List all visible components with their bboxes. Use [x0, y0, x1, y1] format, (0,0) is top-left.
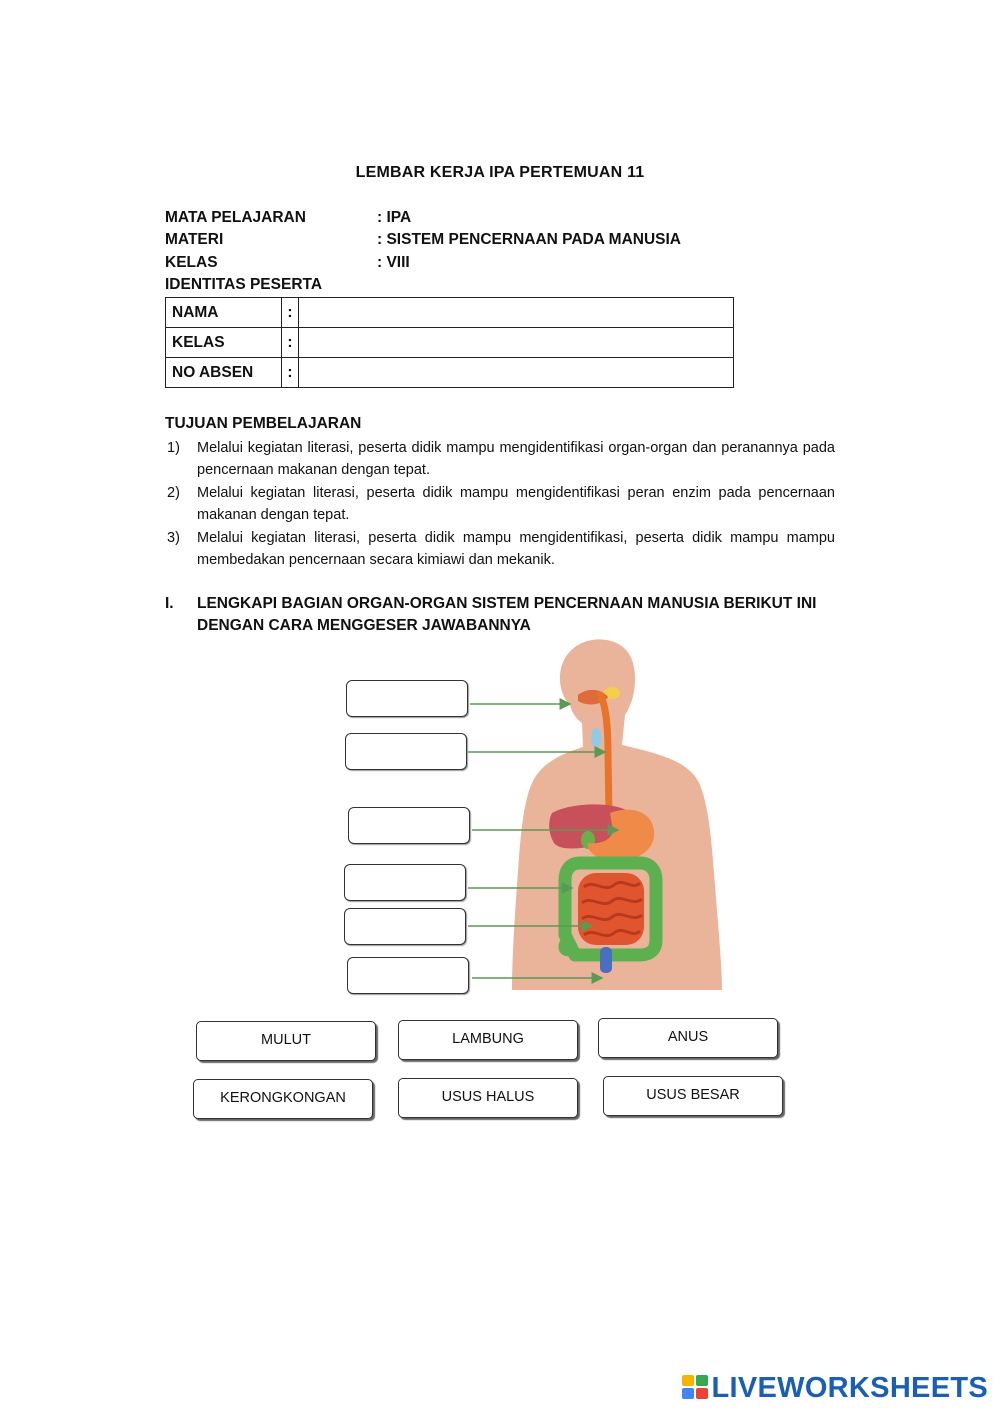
meta-value: : VIII: [377, 254, 410, 271]
identity-row-class: [166, 328, 734, 358]
objective-number: 3): [167, 530, 180, 546]
drop-target-2[interactable]: [345, 733, 467, 770]
absen-field[interactable]: [299, 358, 734, 388]
drop-target-6[interactable]: [347, 957, 469, 994]
name-field[interactable]: [299, 298, 734, 328]
drop-target-1[interactable]: [346, 680, 468, 717]
objective-item: [165, 482, 835, 526]
identity-row-name: [166, 298, 734, 328]
identity-title: IDENTITAS PESERTA: [165, 276, 323, 293]
class-field[interactable]: [299, 328, 734, 358]
drop-target-4[interactable]: [344, 864, 466, 901]
identity-separator: :: [282, 358, 299, 388]
meta-label: MATERI: [165, 231, 224, 248]
section-title-line: DENGAN CARA MENGGESER JAWABANNYA: [197, 617, 531, 634]
meta-value: : IPA: [377, 209, 412, 226]
identity-label: KELAS: [166, 328, 282, 358]
liveworksheets-logo-icon: [681, 1374, 709, 1400]
brand-name: LIVEWORKSHEETS: [711, 1372, 988, 1404]
answer-chip-usus-besar[interactable]: USUS BESAR: [603, 1076, 783, 1116]
objectives-list: [165, 437, 835, 571]
identity-separator: :: [282, 328, 299, 358]
drop-target-3[interactable]: [348, 807, 470, 844]
section-number: I.: [165, 595, 174, 612]
answer-chip-anus[interactable]: ANUS: [598, 1018, 778, 1058]
objective-text: Melalui kegiatan literasi, peserta didik mampu mengidentifikasi peran enzim pada pencernaan makanan dengan tepat.: [197, 485, 835, 523]
meta-value: : SISTEM PENCERNAAN PADA MANUSIA: [377, 231, 681, 248]
section-title: [165, 593, 835, 639]
objective-text: Melalui kegiatan literasi, peserta didik mampu mengidentifikasi organ-organ dan peranannya pada pencernaan makanan dengan tepat.: [197, 440, 835, 478]
identity-separator: :: [282, 298, 299, 328]
identity-label: NO ABSEN: [166, 358, 282, 388]
meta-label: MATA PELAJARAN: [165, 209, 306, 226]
objective-text: Melalui kegiatan literasi, peserta didik mampu mengidentifikasi, peserta didik mampu mampu membedakan pencernaan secara kimiawi dan mekanik.: [197, 530, 835, 568]
answer-chip-lambung[interactable]: LAMBUNG: [398, 1020, 578, 1060]
liveworksheets-logo[interactable]: [681, 1372, 989, 1405]
objective-item: [165, 437, 835, 481]
identity-label: NAMA: [166, 298, 282, 328]
answer-chip-usus-halus[interactable]: USUS HALUS: [398, 1078, 578, 1118]
worksheet-title: LEMBAR KERJA IPA PERTEMUAN 11: [355, 164, 645, 181]
section-title-line: LENGKAPI BAGIAN ORGAN-ORGAN SISTEM PENCERNAAN MANUSIA BERIKUT INI: [197, 595, 817, 612]
answer-chip-mulut[interactable]: MULUT: [196, 1021, 376, 1061]
drop-target-5[interactable]: [344, 908, 466, 945]
meta-label: KELAS: [165, 254, 218, 271]
identity-table: [165, 297, 734, 388]
objectives-title: TUJUAN PEMBELAJARAN: [165, 415, 362, 432]
objective-number: 1): [167, 440, 180, 456]
objective-number: 2): [167, 485, 180, 501]
answer-chip-kerongkongan[interactable]: KERONGKONGAN: [193, 1079, 373, 1119]
pointer-arrows: [460, 690, 620, 990]
objective-item: [165, 527, 835, 571]
identity-row-absen: [166, 358, 734, 388]
